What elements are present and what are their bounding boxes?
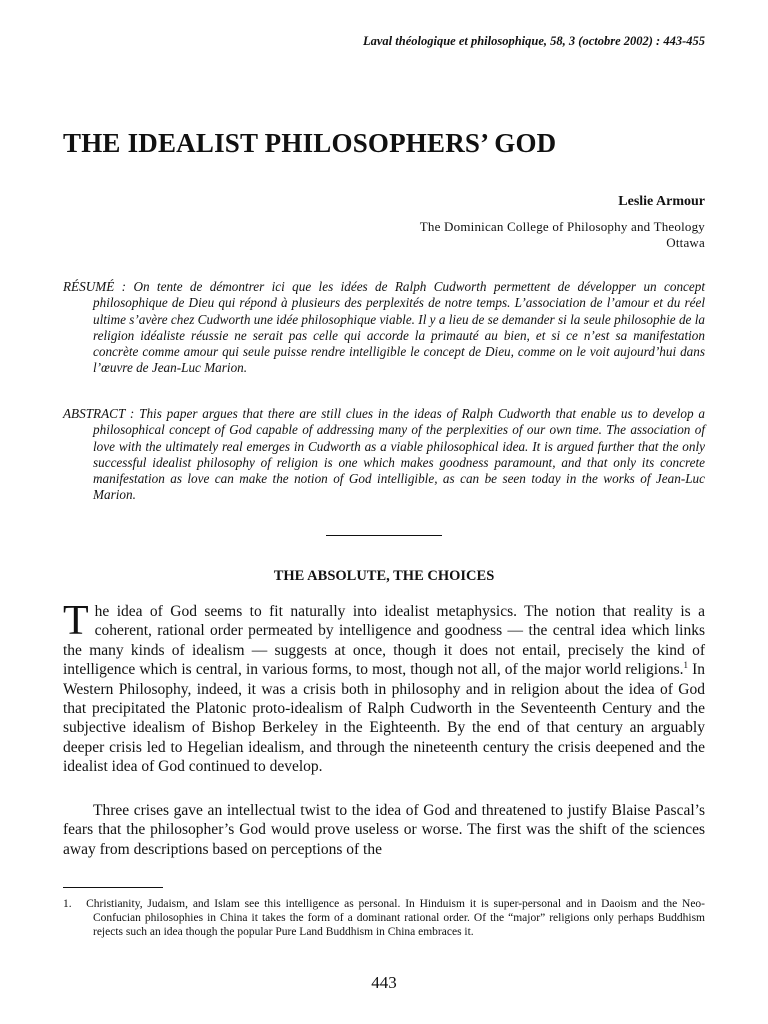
- footnote-number: 1.: [63, 898, 72, 910]
- affiliation-city: Ottawa: [666, 235, 705, 250]
- footnote: [63, 897, 705, 940]
- paragraph-1-text-b: In Western Philosophy, indeed, it was a crisis both in philosophy and in religion about the idea of God that precipitated the Platonic proto-idealism of Ralph Cudworth in the Seventeenth Century and the subjective idealism of Bishop Berkeley in the Eighteenth. By the end of that century an arguably deeper crisis led to Hegelian idealism, and through the nineteenth century the crisis deepened and the idealist idea of God continued to develop.: [63, 661, 705, 776]
- section-divider: [326, 535, 442, 536]
- abstract-label: ABSTRACT :: [63, 406, 135, 421]
- footnote-text: Christianity, Judaism, and Islam see this intelligence as personal. In Hinduism it is super-personal and in Daoism and the Neo-Confucian philosophies in China it takes the form of a dominant rational order. Of the “major” religions only perhaps Buddhism rejects such an idea though the popular Pure Land Buddhism in China embraces it.: [86, 898, 706, 939]
- abstract-paragraph: [63, 406, 705, 504]
- journal-citation: Laval théologique et philosophique, 58, 3 (octobre 2002) : 443-455: [363, 34, 705, 48]
- footnote-reference[interactable]: 1: [683, 660, 688, 671]
- body-paragraph-2: Three crises gave an intellectual twist to the idea of God and threatened to justify Blaise Pascal’s fears that the philosopher’s God would prove useless or worse. The first was the shift of the sciences away from descriptions based on perceptions of the: [63, 802, 705, 858]
- body-paragraph-1: [63, 598, 705, 777]
- resume-label: RÉSUMÉ :: [63, 279, 127, 294]
- section-heading: THE ABSOLUTE, THE CHOICES: [273, 568, 495, 584]
- footnote-divider: [63, 887, 163, 888]
- resume-paragraph: [63, 279, 705, 377]
- drop-cap: T: [63, 598, 89, 644]
- article-title: THE IDEALIST PHILOSOPHERS’ GOD: [63, 128, 557, 158]
- abstract-text: This paper argues that there are still clues in the ideas of Ralph Cudworth that enable us to develop a philosophical concept of God capable of addressing many of the perplexities of our own time. The association of love with the ultimately real emerges in Cudworth as a viable philosophical idea. It is argued further that the only successful idealist philosophy of religion is one which makes goodness paramount, and that only its concrete manifestation as love can make the notion of God intelligible, as can be seen today in the works of Jean-Luc Marion.: [93, 406, 705, 503]
- author-affiliation: [420, 219, 705, 251]
- affiliation-institution: The Dominican College of Philosophy and Theology: [419, 219, 705, 234]
- paragraph-1-text-a: he idea of God seems to fit naturally into idealist metaphysics. The notion that reality is a coherent, rational order permeated by intelligence and goodness — the central idea which links the many kinds of idealism — suggests at once, though it does not entail, precisely the kind of intelligence which is central, in various forms, to most, though not all, of the major world religions.: [63, 603, 705, 679]
- page-number: 443: [371, 973, 397, 992]
- author-name: Leslie Armour: [618, 194, 705, 209]
- resume-text: On tente de démontrer ici que les idées de Ralph Cudworth permettent de développer un concept philosophique de Dieu qui répond à plusieurs des perplexités de notre temps. L’association de l’amour et du réel ultime s’avère chez Cudworth une idée philosophique viable. Il y a lieu de se demander si la seule philosophie de la religion idéaliste réussie ne serait pas celle qui accorde la primauté au bien, et si ce n’est sa manifestation concrète comme amour qui seule puisse rendre intelligible le concept de Dieu, comme on le voit aujourd’hui dans l’œuvre de Jean-Luc Marion.: [93, 279, 706, 376]
